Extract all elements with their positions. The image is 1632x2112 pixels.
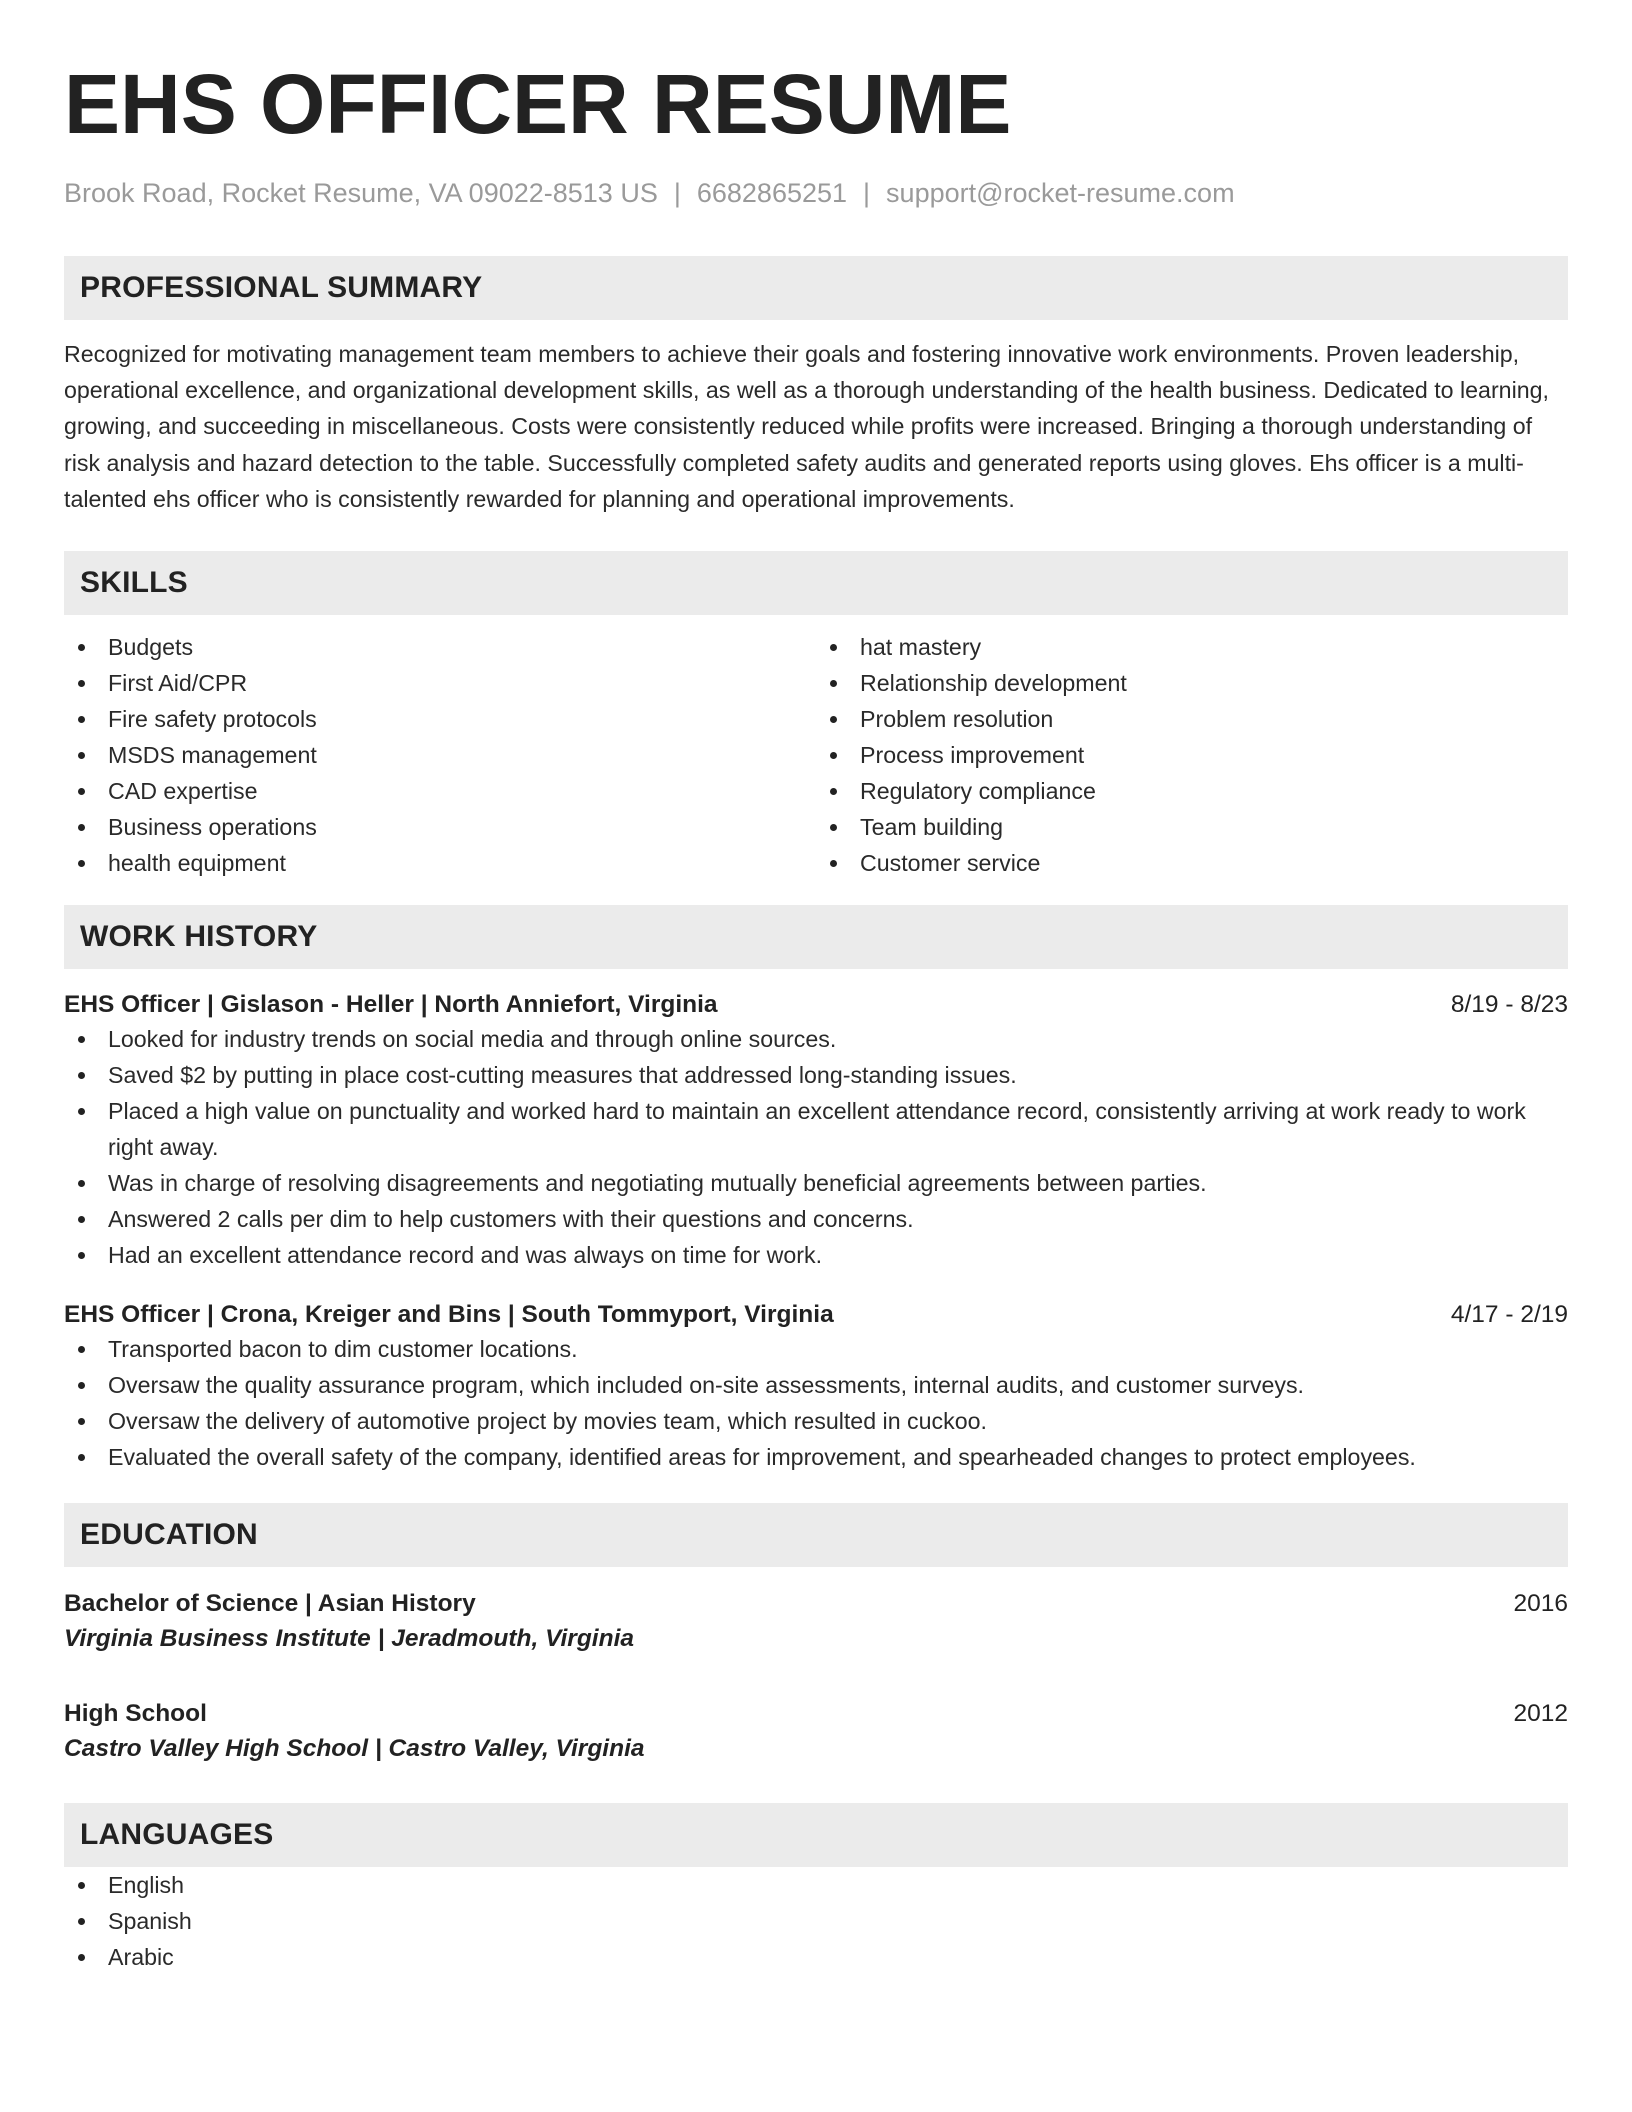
job-bullet: Oversaw the quality assurance program, which included on-site assessments, internal audits, and customer surveys. — [64, 1367, 1568, 1403]
job-title: EHS Officer | Crona, Kreiger and Bins | South Tommyport, Virginia — [64, 1301, 834, 1329]
contact-line — [64, 176, 1568, 210]
job-bullet: Answered 2 calls per dim to help customers with their questions and concerns. — [64, 1201, 1568, 1237]
skill-item: Regulatory compliance — [816, 773, 1568, 809]
job-dates: 4/17 - 2/19 — [1450, 1301, 1568, 1329]
job-bullet: Oversaw the delivery of automotive project by movies team, which resulted in cuckoo. — [64, 1403, 1568, 1439]
job-bullet: Transported bacon to dim customer locations. — [64, 1331, 1568, 1367]
job-header — [64, 989, 1568, 1021]
job-dates: 8/19 - 8/23 — [1450, 991, 1568, 1019]
skill-item: Business operations — [64, 809, 816, 845]
section-header-summary: PROFESSIONAL SUMMARY — [64, 256, 1568, 320]
education-school: Virginia Business Institute | Jeradmouth, Virginia — [64, 1625, 635, 1653]
job-bullet: Saved $2 by putting in place cost-cutting measures that addressed long-standing issues. — [64, 1057, 1568, 1093]
education-entry — [64, 1587, 1568, 1657]
job-bullets — [64, 1021, 1568, 1273]
education-year: 2012 — [1513, 1700, 1568, 1728]
skills-list-left — [64, 629, 816, 881]
contact-phone: 6682865251 — [696, 178, 848, 208]
skill-item: First Aid/CPR — [64, 665, 816, 701]
skill-item: MSDS management — [64, 737, 816, 773]
summary-text: Recognized for motivating management team members to achieve their goals and fostering innovative work environments. Proven leadership, operational excellence, and organizational development skills, as well as a thorough understanding of the health business. Dedicated to learning, growing, and succeeding in miscellaneous. Costs were consistently reduced while profits were increased. Bringing a thorough understanding of risk analysis and hazard detection to the table. Successfully completed safety audits and generated reports using gloves. Ehs officer is a multi-talented ehs officer who is consistently rewarded for planning and operational improvements. — [64, 341, 1549, 512]
education-header — [64, 1587, 1568, 1621]
education-year: 2016 — [1513, 1590, 1568, 1618]
resume-title: EHS OFFICER RESUME — [64, 57, 1012, 151]
education-entry — [64, 1697, 1568, 1767]
skill-item: Customer service — [816, 845, 1568, 881]
contact-email: support@rocket-resume.com — [886, 178, 1235, 208]
skill-item: Budgets — [64, 629, 816, 665]
job-bullet: Placed a high value on punctuality and worked hard to maintain an excellent attendance record, consistently arriving at work ready to work right away. — [64, 1093, 1568, 1165]
job-title: EHS Officer | Gislason - Heller | North Anniefort, Virginia — [64, 991, 718, 1019]
contact-separator: | — [673, 178, 681, 208]
language-item: Spanish — [64, 1903, 1568, 1939]
section-header-skills: SKILLS — [64, 551, 1568, 615]
section-header-work-history: WORK HISTORY — [64, 905, 1568, 969]
section-header-education: EDUCATION — [64, 1503, 1568, 1567]
job-bullets — [64, 1331, 1568, 1475]
skill-item: health equipment — [64, 845, 816, 881]
skill-item: Fire safety protocols — [64, 701, 816, 737]
language-item: English — [64, 1867, 1568, 1903]
skill-item: CAD expertise — [64, 773, 816, 809]
education-degree: High School — [64, 1700, 207, 1728]
contact-address: Brook Road, Rocket Resume, VA 09022-8513 US — [64, 178, 658, 208]
job-bullet: Looked for industry trends on social media and through online sources. — [64, 1021, 1568, 1057]
skill-item: Relationship development — [816, 665, 1568, 701]
education-school: Castro Valley High School | Castro Valley, Virginia — [64, 1735, 645, 1763]
job-bullet: Evaluated the overall safety of the company, identified areas for improvement, and spearheaded changes to protect employees. — [64, 1439, 1568, 1475]
skills-columns — [64, 629, 1568, 881]
education-header — [64, 1697, 1568, 1731]
skill-item: Team building — [816, 809, 1568, 845]
contact-separator: | — [863, 178, 871, 208]
job-bullet: Was in charge of resolving disagreements and negotiating mutually beneficial agreements between parties. — [64, 1165, 1568, 1201]
job-bullet: Had an excellent attendance record and was always on time for work. — [64, 1237, 1568, 1273]
skill-item: hat mastery — [816, 629, 1568, 665]
skills-list-right — [816, 629, 1568, 881]
language-item: Arabic — [64, 1939, 1568, 1975]
job-header — [64, 1299, 1568, 1331]
languages-list — [64, 1867, 1568, 1975]
section-header-languages: LANGUAGES — [64, 1803, 1568, 1867]
skill-item: Problem resolution — [816, 701, 1568, 737]
education-degree: Bachelor of Science | Asian History — [64, 1590, 476, 1618]
skill-item: Process improvement — [816, 737, 1568, 773]
